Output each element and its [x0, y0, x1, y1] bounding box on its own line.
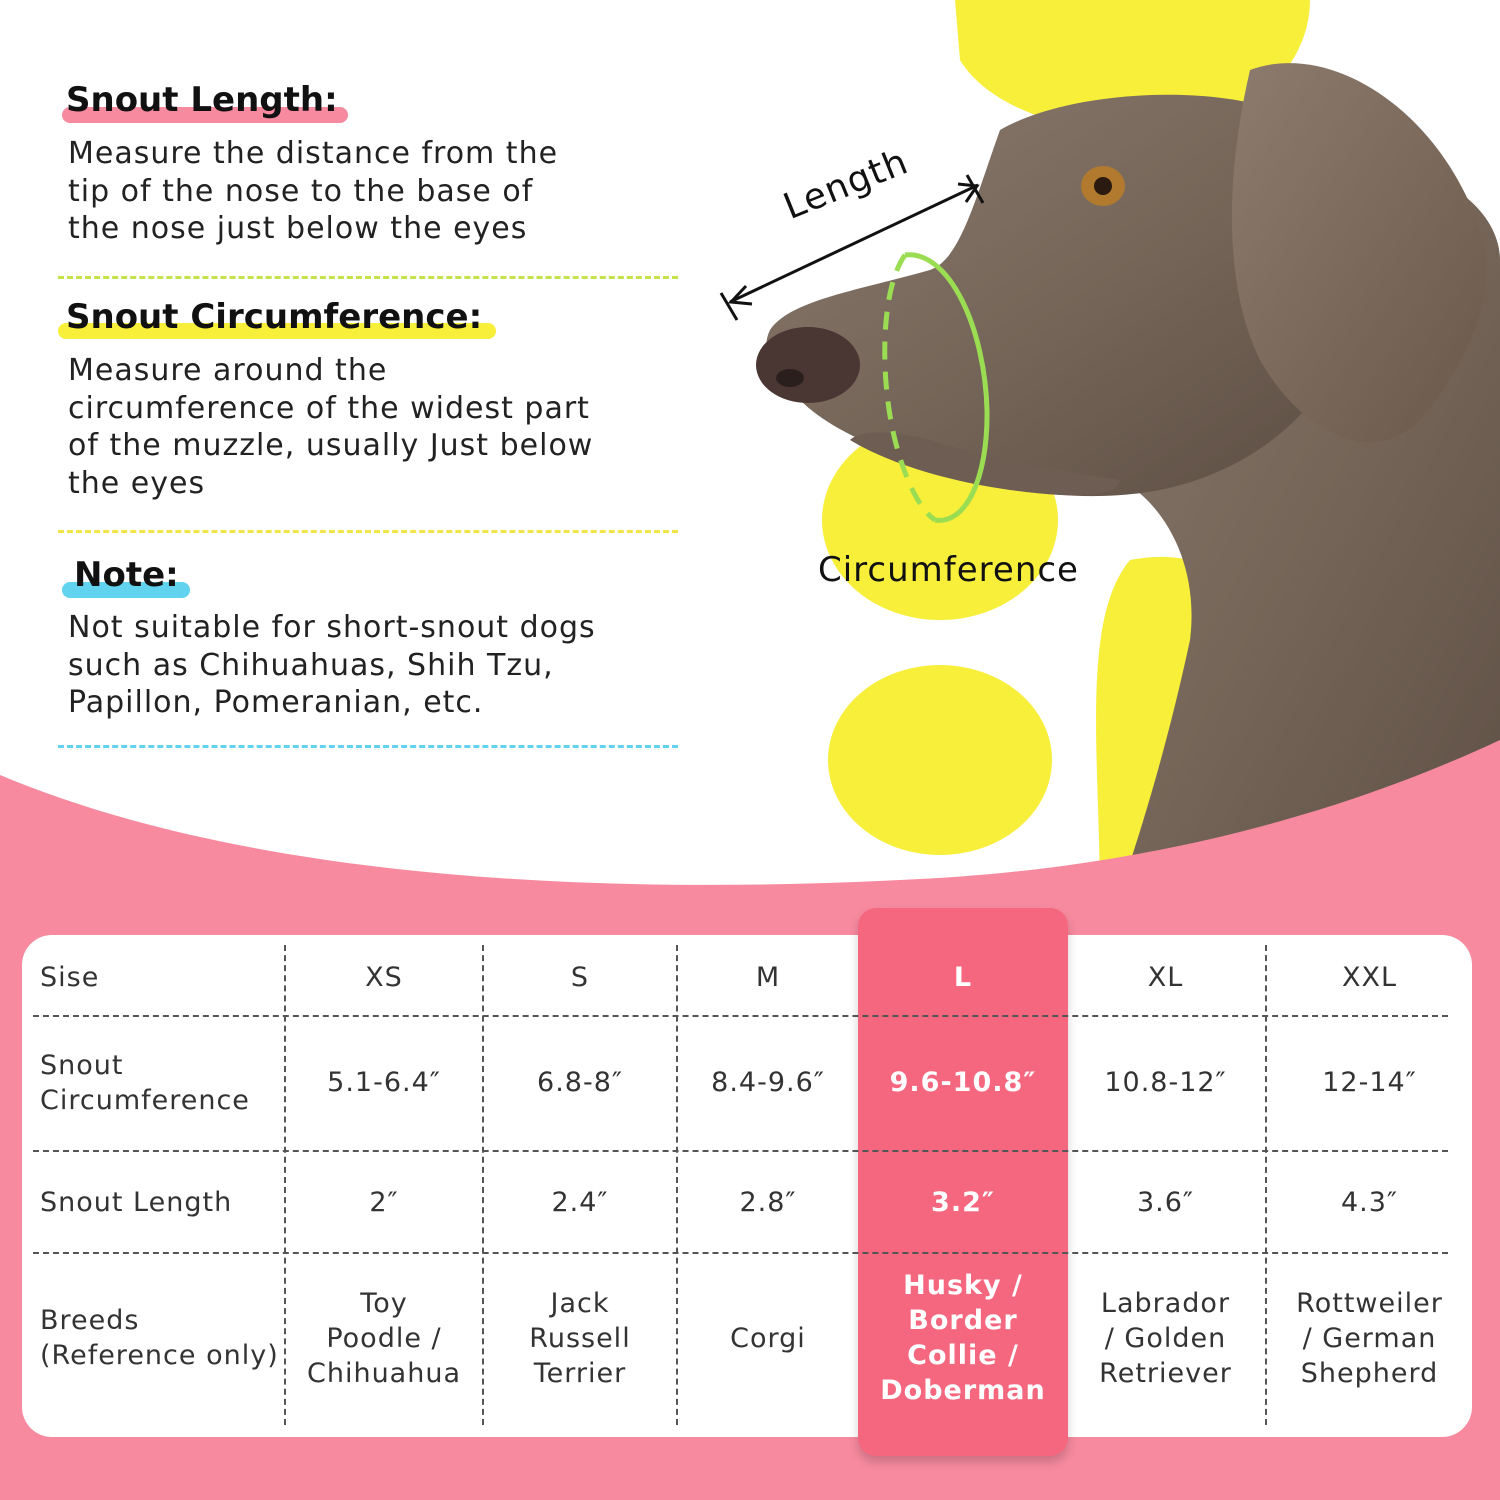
table-cell-length-xl: 3.6″ — [1136, 1187, 1195, 1218]
cell-line: Rottweiler — [1296, 1287, 1443, 1319]
cell-line: Husky / — [903, 1270, 1023, 1301]
table-row-divider — [33, 1252, 1448, 1254]
text-line: Not suitable for short-snout dogs — [68, 610, 596, 645]
header-line: Snout — [40, 1049, 124, 1081]
table-cell-breeds-l — [860, 1258, 1066, 1418]
divider-cyan — [58, 745, 678, 748]
cell-line: Terrier — [533, 1357, 627, 1389]
text-line: Papillon, Pomeranian, etc. — [68, 685, 484, 720]
table-cell-length-l: 3.2″ — [931, 1187, 995, 1218]
table-cell-size-s: S — [570, 962, 590, 993]
table-cell-circumference-l: 9.6-10.8″ — [889, 1067, 1037, 1098]
text-line: tip of the nose to the base of — [68, 173, 534, 209]
table-cell-breeds-xxl — [1267, 1258, 1472, 1418]
header-line: (Reference only) — [40, 1340, 279, 1371]
cell-line: Border — [908, 1305, 1018, 1336]
text-line: Measure the distance from the — [68, 136, 559, 171]
divider-lime — [58, 276, 678, 279]
table-cell-length-s: 2.4″ — [551, 1187, 609, 1218]
snout-circumference-text — [68, 352, 593, 502]
row-header-circumference — [40, 1020, 280, 1145]
table-row-divider — [33, 1150, 1448, 1152]
row-header-size: Sise — [40, 962, 100, 993]
divider-yellow — [58, 530, 678, 533]
cell-line: Toy — [360, 1287, 408, 1319]
table-cell-circumference-m: 8.4-9.6″ — [711, 1067, 825, 1098]
cell-line: Corgi — [730, 1322, 806, 1354]
table-cell-circumference-xs: 5.1-6.4″ — [327, 1067, 441, 1098]
header-line: Circumference — [40, 1084, 250, 1116]
text-line: Measure around the — [68, 353, 388, 388]
text-line: such as Chihuahuas, Shih Tzu, — [68, 647, 554, 683]
table-cell-breeds-xl — [1068, 1258, 1263, 1418]
table-cell-circumference-xxl: 12-14″ — [1322, 1067, 1417, 1098]
snout-length-heading: Snout Length: — [66, 80, 338, 120]
table-cell-circumference-s: 6.8-8″ — [537, 1067, 623, 1098]
table-cell-circumference-xl: 10.8-12″ — [1104, 1067, 1227, 1098]
text-line: of the muzzle, usually Just below — [68, 428, 594, 463]
cell-line: Chihuahua — [306, 1357, 461, 1389]
table-cell-size-xxl: XXL — [1341, 962, 1398, 993]
paw-blob-bottom-left — [828, 665, 1052, 855]
cell-line: / Golden — [1104, 1322, 1227, 1354]
cell-line: Collie / — [907, 1340, 1019, 1371]
table-cell-length-xs: 2″ — [369, 1187, 399, 1218]
table-row-divider — [33, 1015, 1448, 1017]
cell-line: Retriever — [1099, 1357, 1232, 1389]
text-line: the nose just below the eyes — [68, 211, 528, 246]
row-header-breeds — [40, 1258, 285, 1418]
note-heading: Note: — [74, 555, 179, 595]
cell-line: Labrador — [1100, 1287, 1231, 1319]
table-cell-size-xl: XL — [1147, 962, 1184, 993]
table-cell-breeds-m — [678, 1258, 858, 1418]
length-label: Length — [778, 141, 915, 229]
table-cell-size-xs: XS — [365, 962, 403, 993]
table-cell-length-xxl: 4.3″ — [1340, 1187, 1399, 1218]
cell-line: Shepherd — [1300, 1357, 1439, 1389]
row-header-length: Snout Length — [40, 1187, 233, 1218]
table-cell-breeds-xs — [286, 1258, 482, 1418]
snout-circumference-heading: Snout Circumference: — [66, 297, 483, 337]
dog-pupil — [1094, 177, 1112, 195]
cell-line: Poodle / — [326, 1322, 442, 1354]
table-cell-size-l: L — [953, 962, 973, 993]
snout-length-text — [68, 135, 558, 248]
note-text — [68, 609, 596, 722]
cell-line: Russell — [529, 1322, 631, 1354]
cell-line: Doberman — [880, 1375, 1046, 1406]
circumference-label: Circumference — [818, 550, 1079, 590]
table-cell-length-m: 2.8″ — [739, 1187, 797, 1218]
header-line: Breeds — [40, 1305, 140, 1336]
table-cell-breeds-s — [484, 1258, 676, 1418]
table-cell-size-m: M — [755, 962, 781, 993]
text-line: the eyes — [68, 465, 206, 501]
dog-nostril — [776, 369, 804, 387]
cell-line: / German — [1302, 1322, 1437, 1354]
text-line: circumference of the widest part — [68, 390, 590, 426]
cell-line: Jack — [550, 1287, 610, 1319]
dog-nose — [756, 327, 860, 403]
